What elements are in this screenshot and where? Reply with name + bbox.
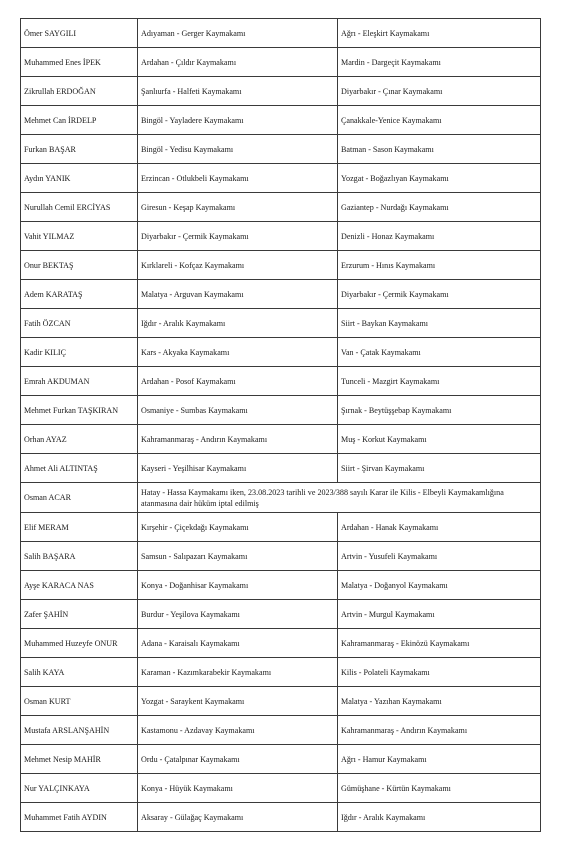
note-cell: Hatay - Hassa Kaymakamı iken, 23.08.2023 tarihli ve 2023/388 sayılı Karar ile Kilis - Elbeyli Kaymakamlığına atanmasına dair hüküm iptal edilmiş — [138, 483, 541, 513]
person-name-cell: Aydın YANIK — [21, 164, 138, 193]
table-row — [21, 542, 541, 571]
person-name-cell: Ömer SAYGILI — [21, 19, 138, 48]
new-post-cell: Gaziantep - Nurdağı Kaymakamı — [338, 193, 541, 222]
current-post-cell: Burdur - Yeşilova Kaymakamı — [138, 600, 338, 629]
new-post-cell: Mardin - Dargeçit Kaymakamı — [338, 48, 541, 77]
table-row — [21, 716, 541, 745]
person-name-cell: Zikrullah ERDOĞAN — [21, 77, 138, 106]
current-post-cell: Kırklareli - Kofçaz Kaymakamı — [138, 251, 338, 280]
current-post-cell: Kırşehir - Çiçekdağı Kaymakamı — [138, 513, 338, 542]
current-post-cell: Bingöl - Yayladere Kaymakamı — [138, 106, 338, 135]
person-name-cell: Muhammed Enes İPEK — [21, 48, 138, 77]
person-name-cell: Salih BAŞARA — [21, 542, 138, 571]
table-row — [21, 396, 541, 425]
person-name-cell: Elif MERAM — [21, 513, 138, 542]
new-post-cell: Gümüşhane - Kürtün Kaymakamı — [338, 774, 541, 803]
new-post-cell: Batman - Sason Kaymakamı — [338, 135, 541, 164]
new-post-cell: Siirt - Şirvan Kaymakamı — [338, 454, 541, 483]
current-post-cell: Konya - Doğanhisar Kaymakamı — [138, 571, 338, 600]
current-post-cell: Iğdır - Aralık Kaymakamı — [138, 309, 338, 338]
new-post-cell: Şırnak - Beytüşşebap Kaymakamı — [338, 396, 541, 425]
new-post-cell: Ağrı - Eleşkirt Kaymakamı — [338, 19, 541, 48]
person-name-cell: Ahmet Ali ALTINTAŞ — [21, 454, 138, 483]
current-post-cell: Malatya - Arguvan Kaymakamı — [138, 280, 338, 309]
person-name-cell: Orhan AYAZ — [21, 425, 138, 454]
table-row — [21, 222, 541, 251]
table-row — [21, 135, 541, 164]
current-post-cell: Yozgat - Saraykent Kaymakamı — [138, 687, 338, 716]
table-row — [21, 367, 541, 396]
current-post-cell: Adıyaman - Gerger Kaymakamı — [138, 19, 338, 48]
person-name-cell: Salih KAYA — [21, 658, 138, 687]
table-row — [21, 600, 541, 629]
table-row — [21, 454, 541, 483]
current-post-cell: Kahramanmaraş - Andırın Kaymakamı — [138, 425, 338, 454]
table-row — [21, 774, 541, 803]
person-name-cell: Adem KARATAŞ — [21, 280, 138, 309]
table-row — [21, 483, 541, 513]
person-name-cell: Onur BEKTAŞ — [21, 251, 138, 280]
new-post-cell: Artvin - Murgul Kaymakamı — [338, 600, 541, 629]
table-row — [21, 193, 541, 222]
person-name-cell: Mehmet Furkan TAŞKIRAN — [21, 396, 138, 425]
current-post-cell: Şanlıurfa - Halfeti Kaymakamı — [138, 77, 338, 106]
current-post-cell: Osmaniye - Sumbas Kaymakamı — [138, 396, 338, 425]
current-post-cell: Kayseri - Yeşilhisar Kaymakamı — [138, 454, 338, 483]
table-row — [21, 658, 541, 687]
current-post-cell: Karaman - Kazımkarabekir Kaymakamı — [138, 658, 338, 687]
table-row — [21, 280, 541, 309]
new-post-cell: Malatya - Yazıhan Kaymakamı — [338, 687, 541, 716]
appointments-table — [20, 18, 541, 832]
table-row — [21, 251, 541, 280]
current-post-cell: Kars - Akyaka Kaymakamı — [138, 338, 338, 367]
table-row — [21, 687, 541, 716]
current-post-cell: Ardahan - Çıldır Kaymakamı — [138, 48, 338, 77]
table-row — [21, 106, 541, 135]
appointments-table-body — [21, 19, 541, 832]
new-post-cell: Van - Çatak Kaymakamı — [338, 338, 541, 367]
current-post-cell: Kastamonu - Azdavay Kaymakamı — [138, 716, 338, 745]
person-name-cell: Osman KURT — [21, 687, 138, 716]
person-name-cell: Nurullah Cemil ERCİYAS — [21, 193, 138, 222]
new-post-cell: Iğdır - Aralık Kaymakamı — [338, 803, 541, 832]
new-post-cell: Malatya - Doğanyol Kaymakamı — [338, 571, 541, 600]
new-post-cell: Ağrı - Hamur Kaymakamı — [338, 745, 541, 774]
person-name-cell: Mehmet Nesip MAHİR — [21, 745, 138, 774]
new-post-cell: Siirt - Baykan Kaymakamı — [338, 309, 541, 338]
new-post-cell: Diyarbakır - Çınar Kaymakamı — [338, 77, 541, 106]
table-row — [21, 425, 541, 454]
person-name-cell: Furkan BAŞAR — [21, 135, 138, 164]
table-row — [21, 629, 541, 658]
current-post-cell: Adana - Karaisalı Kaymakamı — [138, 629, 338, 658]
table-row — [21, 745, 541, 774]
person-name-cell: Muhammed Huzeyfe ONUR — [21, 629, 138, 658]
table-row — [21, 338, 541, 367]
new-post-cell: Kahramanmaraş - Andırın Kaymakamı — [338, 716, 541, 745]
table-row — [21, 164, 541, 193]
new-post-cell: Tunceli - Mazgirt Kaymakamı — [338, 367, 541, 396]
current-post-cell: Ardahan - Posof Kaymakamı — [138, 367, 338, 396]
current-post-cell: Erzincan - Otlukbeli Kaymakamı — [138, 164, 338, 193]
new-post-cell: Artvin - Yusufeli Kaymakamı — [338, 542, 541, 571]
new-post-cell: Diyarbakır - Çermik Kaymakamı — [338, 280, 541, 309]
current-post-cell: Ordu - Çatalpınar Kaymakamı — [138, 745, 338, 774]
person-name-cell: Zafer ŞAHİN — [21, 600, 138, 629]
current-post-cell: Bingöl - Yedisu Kaymakamı — [138, 135, 338, 164]
new-post-cell: Çanakkale-Yenice Kaymakamı — [338, 106, 541, 135]
new-post-cell: Denizli - Honaz Kaymakamı — [338, 222, 541, 251]
table-row — [21, 803, 541, 832]
person-name-cell: Mehmet Can İRDELP — [21, 106, 138, 135]
table-row — [21, 19, 541, 48]
current-post-cell: Diyarbakır - Çermik Kaymakamı — [138, 222, 338, 251]
current-post-cell: Aksaray - Gülağaç Kaymakamı — [138, 803, 338, 832]
person-name-cell: Mustafa ARSLANŞAHİN — [21, 716, 138, 745]
table-row — [21, 571, 541, 600]
new-post-cell: Yozgat - Boğazlıyan Kaymakamı — [338, 164, 541, 193]
table-row — [21, 48, 541, 77]
current-post-cell: Giresun - Keşap Kaymakamı — [138, 193, 338, 222]
person-name-cell: Nur YALÇINKAYA — [21, 774, 138, 803]
person-name-cell: Emrah AKDUMAN — [21, 367, 138, 396]
table-row — [21, 77, 541, 106]
new-post-cell: Erzurum - Hınıs Kaymakamı — [338, 251, 541, 280]
current-post-cell: Samsun - Salıpazarı Kaymakamı — [138, 542, 338, 571]
new-post-cell: Kilis - Polateli Kaymakamı — [338, 658, 541, 687]
person-name-cell: Fatih ÖZCAN — [21, 309, 138, 338]
person-name-cell: Ayşe KARACA NAS — [21, 571, 138, 600]
person-name-cell: Muhammet Fatih AYDIN — [21, 803, 138, 832]
person-name-cell: Kadir KILIÇ — [21, 338, 138, 367]
new-post-cell: Muş - Korkut Kaymakamı — [338, 425, 541, 454]
new-post-cell: Ardahan - Hanak Kaymakamı — [338, 513, 541, 542]
table-row — [21, 513, 541, 542]
person-name-cell: Osman ACAR — [21, 483, 138, 513]
person-name-cell: Vahit YILMAZ — [21, 222, 138, 251]
table-row — [21, 309, 541, 338]
current-post-cell: Konya - Hüyük Kaymakamı — [138, 774, 338, 803]
new-post-cell: Kahramanmaraş - Ekinözü Kaymakamı — [338, 629, 541, 658]
